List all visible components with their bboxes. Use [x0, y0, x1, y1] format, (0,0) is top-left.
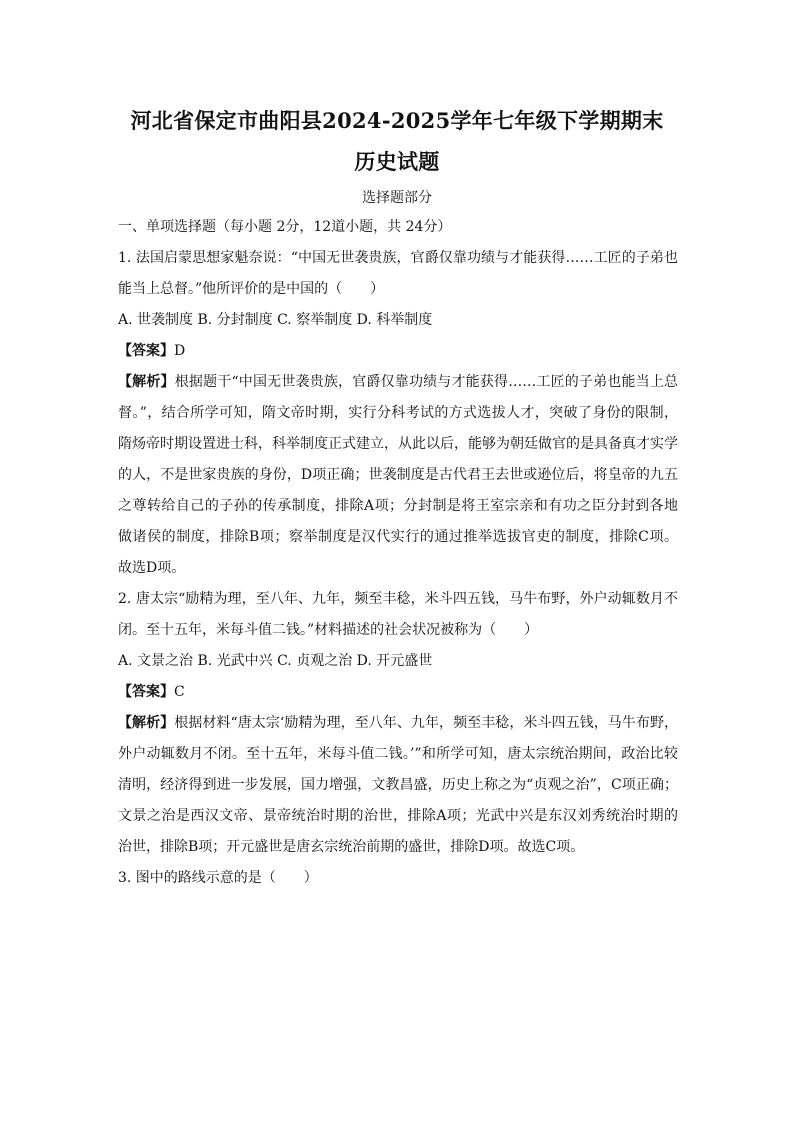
answer-label: 【答案】: [118, 684, 174, 700]
analysis-line: 做诸侯的制度，排除B项；察举制度是汉代实行的通过推举选拔官吏的制度，排除C项。: [118, 529, 678, 545]
section-label: 选择题部分: [362, 190, 432, 206]
analysis-line: 清明，经济得到进一步发展，国力增强，文教昌盛，历史上称之为“贞观之治”，C项正确；: [118, 777, 678, 793]
answer-line: [118, 677, 678, 708]
analysis-line: 之尊转给自己的子孙的传承制度，排除A项；分封制是将王室宗亲和有功之臣分封到各地: [118, 498, 678, 514]
analysis-line: [118, 708, 678, 739]
question-1: [118, 243, 678, 584]
question-options: A. 世袭制度 B. 分封制度 C. 察举制度 D. 科举制度: [118, 312, 433, 328]
question-2: [118, 584, 678, 863]
analysis-line: 督。”，结合所学可知，隋文帝时期，实行分科考试的方式选拔人才，突破了身份的限制，: [118, 405, 678, 421]
document-title: 河北省保定市曲阳县2024-2025学年七年级下学期期末: [130, 108, 664, 133]
answer-value: C: [174, 684, 185, 700]
analysis-text: 根据材料“唐太宗‘励精为理，至八年、九年，频至丰稔，米斗四五钱，马牛布野，: [174, 715, 678, 731]
part-heading: 一、单项选择题（每小题 2分，12道小题，共 24分）: [118, 219, 452, 235]
document-subtitle: 历史试题: [354, 149, 440, 174]
analysis-line: 隋炀帝时期设置进士科，科举制度正式建立，从此以后，能够为朝廷做官的是具备真才实学: [118, 436, 678, 452]
answer-line: [118, 336, 678, 367]
analysis-line: 的人，不是世家贵族的身份，D项正确；世袭制度是古代君王去世或逊位后，将皇帝的九五: [118, 467, 678, 483]
analysis-text: 根据题干“中国无世袭贵族，官爵仅靠功绩与才能获得……工匠的子弟也能当上总: [174, 374, 678, 390]
question-stem-line: 2. 唐太宗“励精为理，至八年、九年，频至丰稔，米斗四五钱，马牛布野，外户动辄数月不: [118, 591, 678, 607]
exam-body: [118, 212, 678, 894]
analysis-line: 治世，排除B项；开元盛世是唐玄宗统治前期的盛世，排除D项。故选C项。: [118, 839, 585, 855]
analysis-line: 文景之治是西汉文帝、景帝统治时期的治世，排除A项；光武中兴是东汉刘秀统治时期的: [118, 808, 678, 824]
analysis-line: [118, 367, 678, 398]
analysis-line: 故选D项。: [118, 560, 186, 576]
question-stem-line: 3. 图中的路线示意的是（ ）: [118, 870, 318, 886]
analysis-line: 外户动辄数月不闭。至十五年，米每斗值二钱。’”和所学可知，唐太宗统治期间，政治比较: [118, 746, 678, 762]
question-stem-line: 能当上总督。”他所评价的是中国的（ ）: [118, 281, 385, 297]
question-3: [118, 863, 678, 894]
answer-value: D: [174, 343, 186, 359]
analysis-label: 【解析】: [118, 374, 175, 390]
question-stem-line: 闭。至十五年，米每斗值二钱。”材料描述的社会状况被称为（ ）: [118, 622, 539, 638]
answer-label: 【答案】: [118, 343, 174, 359]
question-stem-line: 1. 法国启蒙思想家魁奈说：“中国无世袭贵族，官爵仅靠功绩与才能获得……工匠的子弟也: [118, 250, 678, 266]
analysis-label: 【解析】: [118, 715, 175, 731]
question-options: A. 文景之治 B. 光武中兴 C. 贞观之治 D. 开元盛世: [118, 653, 433, 669]
